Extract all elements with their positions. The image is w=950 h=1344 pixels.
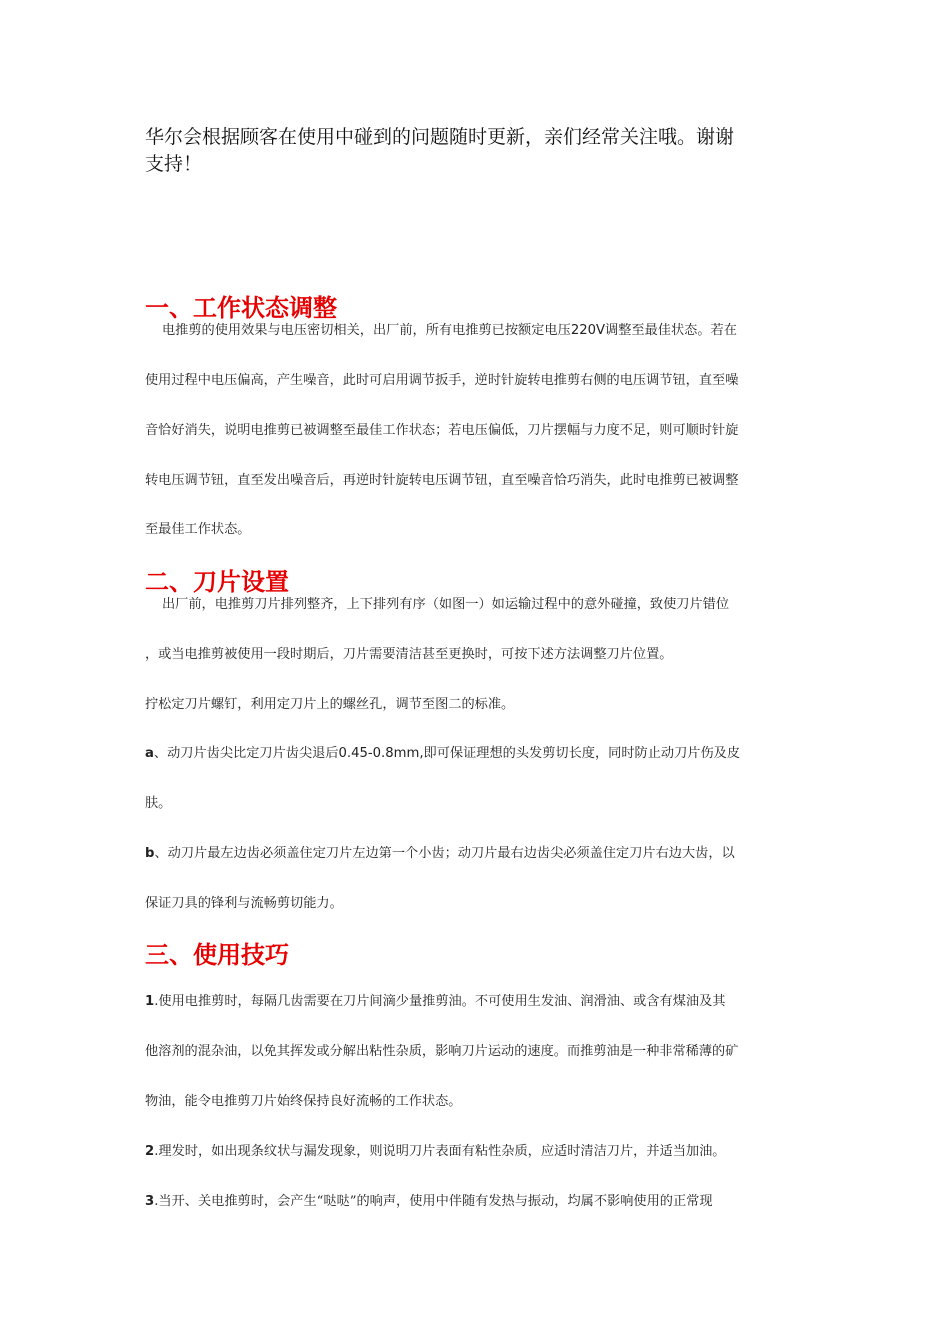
section-2-heading: 二、刀片设置 [145, 568, 289, 596]
section-3-item-1-line-2: 他溶剂的混杂油，以免其挥发或分解出粘性杂质，影响刀片运动的速度。而推剪油是一种非常稀薄的矿 [145, 1044, 739, 1059]
section-2-line-2: ，或当电推剪被使用一段时期后，刀片需要清洁甚至更换时，可按下述方法调整刀片位置。 [145, 647, 673, 662]
section-1-line-4: 转电压调节钮，直至发出噪音后，再逆时针旋转电压调节钮，直至噪音恰巧消失，此时电推剪已被调整 [145, 473, 739, 488]
item-b-label: b [145, 846, 155, 861]
section-3-item-2 [145, 1140, 725, 1159]
intro-notice [145, 124, 815, 178]
item-a-text-2: 即可保证理想的头发剪切长度，同时防止动刀片伤及皮 [423, 746, 741, 761]
section-2-line-3: 拧松定刀片螺钉，利用定刀片上的螺丝孔，调节至图二的标准。 [145, 697, 515, 712]
item-3-text: .当开、关电推剪时，会产生“哒哒”的响声，使用中伴随有发热与振动，均属不影响使用的正常现 [154, 1194, 713, 1209]
item-a-value: 0.45-0.8mm, [338, 746, 424, 761]
section-2-item-b-line-2: 保证刀具的锋利与流畅剪切能力。 [145, 896, 343, 911]
section-1-line-5: 至最佳工作状态。 [145, 522, 251, 537]
item-2-number: 2 [145, 1144, 155, 1159]
section-1-line-1-part-b: 调整至最佳状态。若在 [605, 323, 737, 338]
item-2-text: .理发时，如出现条纹状与漏发现象，则说明刀片表面有粘性杂质，应适时清洁刀片，并适当加油。 [154, 1144, 726, 1159]
intro-line-2: 支持！ [145, 153, 203, 175]
section-1-heading: 一、工作状态调整 [145, 294, 337, 322]
section-2-line-1: 出厂前，电推剪刀片排列整齐，上下排列有序（如图一）如运输过程中的意外碰撞，致使刀片错位 [162, 597, 730, 612]
intro-line-1: 华尔会根据顾客在使用中碰到的问题随时更新，亲们经常关注哦。谢谢 [145, 126, 735, 148]
section-2-item-b [145, 842, 735, 861]
section-1-line-1-part-a: 电推剪的使用效果与电压密切相关，出厂前，所有电推剪已按额定电压 [162, 323, 571, 338]
section-3-item-1 [145, 990, 725, 1009]
item-a-text-1: 、动刀片齿尖比定刀片齿尖退后 [153, 746, 339, 761]
section-2-item-a-line-2: 肤。 [145, 796, 172, 811]
section-3-item-1-line-3: 物油，能令电推剪刀片始终保持良好流畅的工作状态。 [145, 1094, 462, 1109]
voltage-value: 220V [570, 323, 606, 338]
item-1-text: .使用电推剪时，每隔几齿需要在刀片间滴少量推剪油。不可使用生发油、润滑油、或含有煤油及其 [154, 994, 726, 1009]
section-3-heading: 三、使用技巧 [145, 941, 289, 969]
section-3-item-3 [145, 1190, 713, 1209]
item-3-number: 3 [145, 1194, 155, 1209]
section-1-line-3: 音恰好消失，说明电推剪已被调整至最佳工作状态；若电压偏低，刀片摆幅与力度不足，则可顺时针旋 [145, 423, 739, 438]
section-1-line-1 [162, 319, 737, 338]
section-1-line-2: 使用过程中电压偏高，产生噪音，此时可启用调节扳手，逆时针旋转电推剪右侧的电压调节钮，直至噪 [145, 373, 739, 388]
item-b-text: 、动刀片最左边齿必须盖住定刀片左边第一个小齿；动刀片最右边齿尖必须盖住定刀片右边大齿，以 [154, 846, 735, 861]
item-a-label: a [145, 746, 154, 761]
section-2-item-a [145, 742, 740, 761]
item-1-number: 1 [145, 994, 155, 1009]
